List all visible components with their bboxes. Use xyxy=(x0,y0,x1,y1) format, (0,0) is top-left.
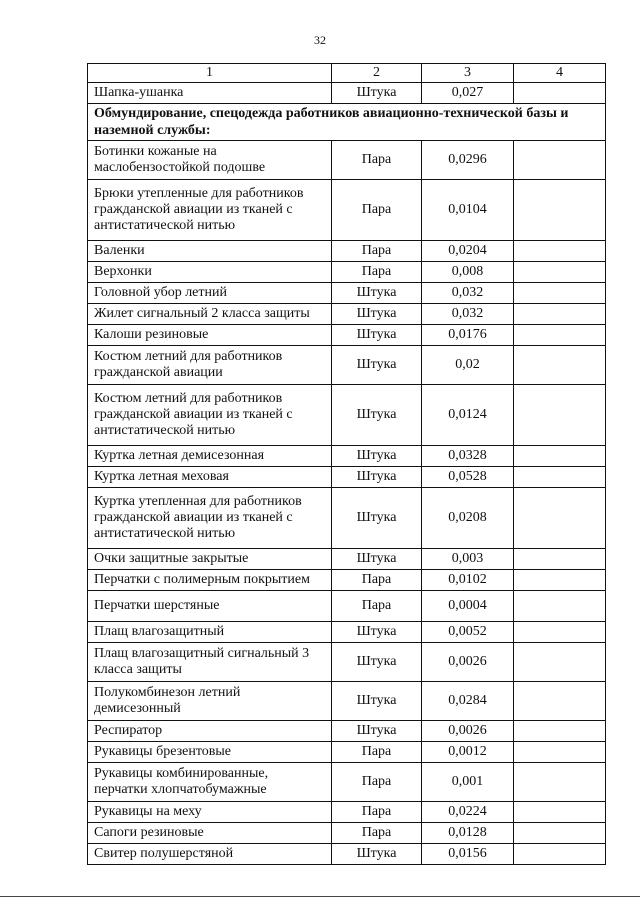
table-row xyxy=(88,570,606,591)
item-name-cell: Костюм летний для работников гражданской авиации xyxy=(88,346,332,385)
item-unit-cell: Штука xyxy=(332,283,422,304)
item-extra-cell xyxy=(514,622,606,643)
section-title: Обмундирование, спецодежда работников авиационно-технической базы и наземной службы: xyxy=(88,104,606,141)
item-norm-cell: 0,0208 xyxy=(422,488,514,549)
item-name-cell: Свитер полушерстяной xyxy=(88,844,332,865)
table-row xyxy=(88,622,606,643)
item-unit-cell: Пара xyxy=(332,570,422,591)
item-name-cell: Куртка летная демисезонная xyxy=(88,446,332,467)
item-norm-cell: 0,008 xyxy=(422,262,514,283)
column-header-3: 3 xyxy=(422,64,514,83)
item-name-cell: Калоши резиновые xyxy=(88,325,332,346)
item-unit-cell: Штука xyxy=(332,83,422,104)
item-name-cell: Куртка летная меховая xyxy=(88,467,332,488)
item-norm-cell: 0,0284 xyxy=(422,682,514,721)
item-extra-cell xyxy=(514,346,606,385)
item-extra-cell xyxy=(514,763,606,802)
item-extra-cell xyxy=(514,385,606,446)
item-unit-cell: Пара xyxy=(332,742,422,763)
item-extra-cell xyxy=(514,844,606,865)
item-norm-cell: 0,001 xyxy=(422,763,514,802)
table-row xyxy=(88,591,606,622)
item-extra-cell xyxy=(514,802,606,823)
item-name-cell: Головной убор летний xyxy=(88,283,332,304)
item-name-cell: Респиратор xyxy=(88,721,332,742)
item-extra-cell xyxy=(514,141,606,180)
item-norm-cell: 0,02 xyxy=(422,346,514,385)
item-name-cell: Рукавицы комбинированные, перчатки хлопчатобумажные xyxy=(88,763,332,802)
table-row xyxy=(88,488,606,549)
item-name-cell: Шапка-ушанка xyxy=(88,83,332,104)
item-extra-cell xyxy=(514,591,606,622)
item-unit-cell: Пара xyxy=(332,591,422,622)
item-unit-cell: Штука xyxy=(332,721,422,742)
item-norm-cell: 0,0296 xyxy=(422,141,514,180)
item-extra-cell xyxy=(514,488,606,549)
item-name-cell: Куртка утепленная для работников гражданской авиации из тканей с антистатической нитью xyxy=(88,488,332,549)
item-norm-cell: 0,003 xyxy=(422,549,514,570)
item-unit-cell: Штука xyxy=(332,325,422,346)
item-extra-cell xyxy=(514,83,606,104)
item-extra-cell xyxy=(514,549,606,570)
item-extra-cell xyxy=(514,742,606,763)
table-row xyxy=(88,83,606,104)
item-unit-cell: Пара xyxy=(332,180,422,241)
table-header-row xyxy=(88,64,606,83)
table-row xyxy=(88,823,606,844)
table-row xyxy=(88,643,606,682)
table-row xyxy=(88,682,606,721)
item-norm-cell: 0,027 xyxy=(422,83,514,104)
item-name-cell: Сапоги резиновые xyxy=(88,823,332,844)
item-name-cell: Ботинки кожаные на маслобензостойкой подошве xyxy=(88,141,332,180)
item-norm-cell: 0,0528 xyxy=(422,467,514,488)
item-norm-cell: 0,0004 xyxy=(422,591,514,622)
table-row xyxy=(88,742,606,763)
table-row xyxy=(88,467,606,488)
column-header-2: 2 xyxy=(332,64,422,83)
item-unit-cell: Штука xyxy=(332,488,422,549)
item-extra-cell xyxy=(514,643,606,682)
item-name-cell: Брюки утепленные для работников гражданской авиации из тканей с антистатической нитью xyxy=(88,180,332,241)
item-unit-cell: Пара xyxy=(332,823,422,844)
item-name-cell: Верхонки xyxy=(88,262,332,283)
table-row xyxy=(88,844,606,865)
item-name-cell: Рукавицы брезентовые xyxy=(88,742,332,763)
item-norm-cell: 0,0102 xyxy=(422,570,514,591)
item-name-cell: Рукавицы на меху xyxy=(88,802,332,823)
table-row xyxy=(88,721,606,742)
item-extra-cell xyxy=(514,304,606,325)
item-extra-cell xyxy=(514,682,606,721)
item-extra-cell xyxy=(514,721,606,742)
item-norm-cell: 0,032 xyxy=(422,283,514,304)
item-norm-cell: 0,0176 xyxy=(422,325,514,346)
item-name-cell: Полукомбинезон летний демисезонный xyxy=(88,682,332,721)
item-norm-cell: 0,0012 xyxy=(422,742,514,763)
table-row xyxy=(88,802,606,823)
item-extra-cell xyxy=(514,467,606,488)
table-row xyxy=(88,346,606,385)
table-row xyxy=(88,141,606,180)
item-norm-cell: 0,032 xyxy=(422,304,514,325)
item-unit-cell: Штука xyxy=(332,682,422,721)
table-row xyxy=(88,385,606,446)
item-extra-cell xyxy=(514,446,606,467)
item-name-cell: Плащ влагозащитный xyxy=(88,622,332,643)
table-row xyxy=(88,304,606,325)
item-unit-cell: Штука xyxy=(332,549,422,570)
item-unit-cell: Штука xyxy=(332,304,422,325)
item-unit-cell: Пара xyxy=(332,763,422,802)
item-unit-cell: Пара xyxy=(332,802,422,823)
item-name-cell: Перчатки шерстяные xyxy=(88,591,332,622)
item-name-cell: Валенки xyxy=(88,241,332,262)
item-norm-cell: 0,0052 xyxy=(422,622,514,643)
column-header-4: 4 xyxy=(514,64,606,83)
item-norm-cell: 0,0328 xyxy=(422,446,514,467)
item-extra-cell xyxy=(514,823,606,844)
item-unit-cell: Штука xyxy=(332,844,422,865)
item-name-cell: Перчатки с полимерным покрытием xyxy=(88,570,332,591)
table-body xyxy=(88,64,606,865)
item-unit-cell: Пара xyxy=(332,262,422,283)
item-norm-cell: 0,0224 xyxy=(422,802,514,823)
table-row xyxy=(88,262,606,283)
item-name-cell: Жилет сигнальный 2 класса защиты xyxy=(88,304,332,325)
table-row xyxy=(88,446,606,467)
table-row xyxy=(88,283,606,304)
item-extra-cell xyxy=(514,180,606,241)
item-extra-cell xyxy=(514,283,606,304)
table-row xyxy=(88,549,606,570)
table-row xyxy=(88,180,606,241)
item-name-cell: Костюм летний для работников гражданской авиации из тканей с антистатической нитью xyxy=(88,385,332,446)
item-norm-cell: 0,0128 xyxy=(422,823,514,844)
item-name-cell: Плащ влагозащитный сигнальный 3 класса защиты xyxy=(88,643,332,682)
item-unit-cell: Пара xyxy=(332,141,422,180)
item-extra-cell xyxy=(514,570,606,591)
item-unit-cell: Штука xyxy=(332,467,422,488)
item-norm-cell: 0,0026 xyxy=(422,643,514,682)
item-norm-cell: 0,0124 xyxy=(422,385,514,446)
item-extra-cell xyxy=(514,262,606,283)
item-extra-cell xyxy=(514,241,606,262)
item-norm-cell: 0,0156 xyxy=(422,844,514,865)
item-unit-cell: Штука xyxy=(332,622,422,643)
item-norm-cell: 0,0104 xyxy=(422,180,514,241)
table-row xyxy=(88,325,606,346)
item-norm-cell: 0,0204 xyxy=(422,241,514,262)
section-header-row xyxy=(88,104,606,141)
item-unit-cell: Штука xyxy=(332,346,422,385)
table-row xyxy=(88,763,606,802)
page-number: 32 xyxy=(314,33,326,47)
norms-table xyxy=(87,63,606,865)
item-unit-cell: Штука xyxy=(332,446,422,467)
item-unit-cell: Штука xyxy=(332,643,422,682)
item-norm-cell: 0,0026 xyxy=(422,721,514,742)
column-header-1: 1 xyxy=(88,64,332,83)
item-unit-cell: Штука xyxy=(332,385,422,446)
item-unit-cell: Пара xyxy=(332,241,422,262)
table-row xyxy=(88,241,606,262)
page-edge-line xyxy=(0,896,640,897)
item-extra-cell xyxy=(514,325,606,346)
item-name-cell: Очки защитные закрытые xyxy=(88,549,332,570)
